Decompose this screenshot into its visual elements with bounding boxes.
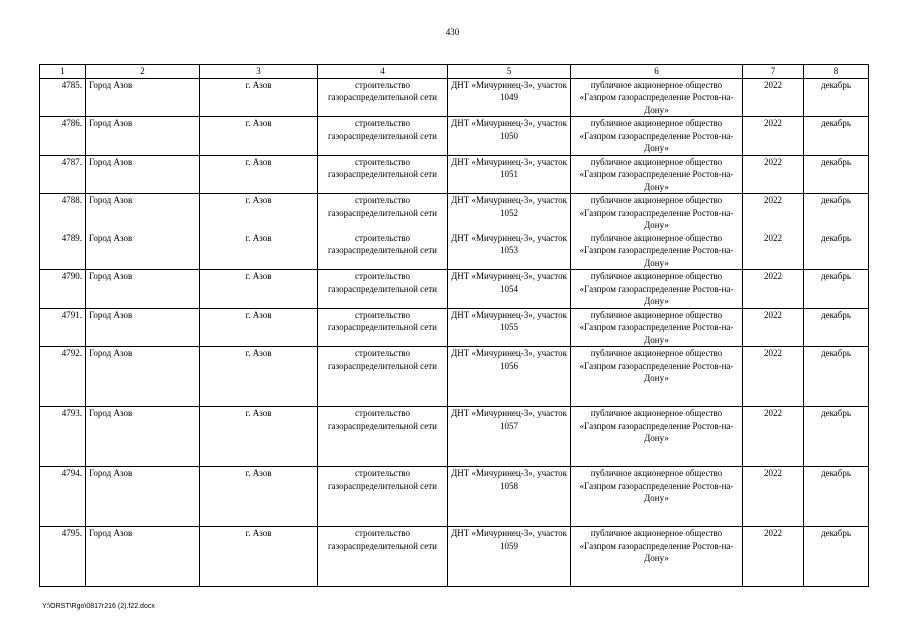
page-number: 430: [445, 27, 460, 37]
table-row: [40, 467, 869, 527]
month-cell: декабрь: [804, 78, 869, 117]
locality-cell: г. Азов: [200, 308, 318, 347]
row-number: 4794.: [40, 467, 86, 527]
organization-cell: публичное акционерное общество «Газпром газораспределение Ростов-на-Дону»: [571, 232, 743, 270]
organization-cell: публичное акционерное общество «Газпром газораспределение Ростов-на-Дону»: [571, 117, 743, 156]
work-type-cell: строительство газораспределительной сети: [318, 117, 448, 156]
year-cell: 2022: [743, 347, 804, 407]
location-cell: ДНТ «Мичуринец-3», участок 1056: [448, 347, 571, 407]
organization-cell: публичное акционерное общество «Газпром газораспределение Ростов-на-Дону»: [571, 347, 743, 407]
locality-cell: г. Азов: [200, 467, 318, 527]
year-cell: 2022: [743, 467, 804, 527]
work-type-cell: строительство газораспределительной сети: [318, 347, 448, 407]
row-number: 4790.: [40, 270, 86, 309]
year-cell: 2022: [743, 78, 804, 117]
document-file-path: Y:\ORST\Rgo\0817r216 (2).f22.docx: [42, 603, 155, 610]
location-cell: ДНТ «Мичуринец-3», участок 1051: [448, 155, 571, 194]
month-cell: декабрь: [804, 407, 869, 467]
locality-cell: г. Азов: [200, 232, 318, 270]
column-header: 8: [804, 65, 869, 79]
location-cell: ДНТ «Мичуринец-3», участок 1058: [448, 467, 571, 527]
year-cell: 2022: [743, 117, 804, 156]
row-number: 4791.: [40, 308, 86, 347]
year-cell: 2022: [743, 270, 804, 309]
municipality-cell: Город Азов: [86, 308, 200, 347]
table-row: [40, 527, 869, 587]
work-type-cell: строительство газораспределительной сети: [318, 78, 448, 117]
locality-cell: г. Азов: [200, 78, 318, 117]
table-row: [40, 407, 869, 467]
location-cell: ДНТ «Мичуринец-3», участок 1053: [448, 232, 571, 270]
column-header: 4: [318, 65, 448, 79]
year-cell: 2022: [743, 155, 804, 194]
year-cell: 2022: [743, 232, 804, 270]
locality-cell: г. Азов: [200, 270, 318, 309]
table-row: [40, 155, 869, 194]
column-header: 2: [86, 65, 200, 79]
row-number: 4787.: [40, 155, 86, 194]
table-row: [40, 78, 869, 117]
table-row: [40, 117, 869, 156]
work-type-cell: строительство газораспределительной сети: [318, 407, 448, 467]
organization-cell: публичное акционерное общество «Газпром газораспределение Ростов-на-Дону»: [571, 194, 743, 232]
row-number: 4785.: [40, 78, 86, 117]
column-header: 1: [40, 65, 86, 79]
municipality-cell: Город Азов: [86, 347, 200, 407]
work-type-cell: строительство газораспределительной сети: [318, 308, 448, 347]
month-cell: декабрь: [804, 194, 869, 232]
column-header: 6: [571, 65, 743, 79]
month-cell: декабрь: [804, 467, 869, 527]
year-cell: 2022: [743, 308, 804, 347]
locality-cell: г. Азов: [200, 527, 318, 587]
organization-cell: публичное акционерное общество «Газпром газораспределение Ростов-на-Дону»: [571, 527, 743, 587]
work-type-cell: строительство газораспределительной сети: [318, 467, 448, 527]
month-cell: декабрь: [804, 117, 869, 156]
location-cell: ДНТ «Мичуринец-3», участок 1050: [448, 117, 571, 156]
month-cell: декабрь: [804, 347, 869, 407]
organization-cell: публичное акционерное общество «Газпром газораспределение Ростов-на-Дону»: [571, 467, 743, 527]
column-header: 5: [448, 65, 571, 79]
table-row: [40, 308, 869, 347]
month-cell: декабрь: [804, 155, 869, 194]
row-number: 4786.: [40, 117, 86, 156]
work-type-cell: строительство газораспределительной сети: [318, 270, 448, 309]
work-type-cell: строительство газораспределительной сети: [318, 194, 448, 232]
row-number: 4788.: [40, 194, 86, 232]
municipality-cell: Город Азов: [86, 155, 200, 194]
municipality-cell: Город Азов: [86, 527, 200, 587]
location-cell: ДНТ «Мичуринец-3», участок 1059: [448, 527, 571, 587]
municipality-cell: Город Азов: [86, 270, 200, 309]
location-cell: ДНТ «Мичуринец-3», участок 1055: [448, 308, 571, 347]
table-row: [40, 232, 869, 270]
table-row: [40, 270, 869, 309]
organization-cell: публичное акционерное общество «Газпром газораспределение Ростов-на-Дону»: [571, 78, 743, 117]
locality-cell: г. Азов: [200, 117, 318, 156]
location-cell: ДНТ «Мичуринец-3», участок 1057: [448, 407, 571, 467]
work-type-cell: строительство газораспределительной сети: [318, 527, 448, 587]
organization-cell: публичное акционерное общество «Газпром газораспределение Ростов-на-Дону»: [571, 407, 743, 467]
row-number: 4795.: [40, 527, 86, 587]
municipality-cell: Город Азов: [86, 407, 200, 467]
month-cell: декабрь: [804, 308, 869, 347]
header-row: [40, 65, 869, 79]
organization-cell: публичное акционерное общество «Газпром газораспределение Ростов-на-Дону»: [571, 308, 743, 347]
column-header: 7: [743, 65, 804, 79]
month-cell: декабрь: [804, 232, 869, 270]
municipality-cell: Город Азов: [86, 467, 200, 527]
organization-cell: публичное акционерное общество «Газпром газораспределение Ростов-на-Дону»: [571, 155, 743, 194]
work-type-cell: строительство газораспределительной сети: [318, 232, 448, 270]
table-row: [40, 347, 869, 407]
locality-cell: г. Азов: [200, 407, 318, 467]
municipality-cell: Город Азов: [86, 194, 200, 232]
table-row: [40, 194, 869, 232]
month-cell: декабрь: [804, 270, 869, 309]
location-cell: ДНТ «Мичуринец-3», участок 1049: [448, 78, 571, 117]
row-number: 4789.: [40, 232, 86, 270]
work-type-cell: строительство газораспределительной сети: [318, 155, 448, 194]
municipality-cell: Город Азов: [86, 117, 200, 156]
column-header: 3: [200, 65, 318, 79]
locality-cell: г. Азов: [200, 155, 318, 194]
schedule-table: [39, 64, 869, 587]
year-cell: 2022: [743, 194, 804, 232]
location-cell: ДНТ «Мичуринец-3», участок 1052: [448, 194, 571, 232]
row-number: 4792.: [40, 347, 86, 407]
month-cell: декабрь: [804, 527, 869, 587]
row-number: 4793.: [40, 407, 86, 467]
organization-cell: публичное акционерное общество «Газпром газораспределение Ростов-на-Дону»: [571, 270, 743, 309]
locality-cell: г. Азов: [200, 347, 318, 407]
municipality-cell: Город Азов: [86, 78, 200, 117]
locality-cell: г. Азов: [200, 194, 318, 232]
location-cell: ДНТ «Мичуринец-3», участок 1054: [448, 270, 571, 309]
municipality-cell: Город Азов: [86, 232, 200, 270]
year-cell: 2022: [743, 527, 804, 587]
year-cell: 2022: [743, 407, 804, 467]
